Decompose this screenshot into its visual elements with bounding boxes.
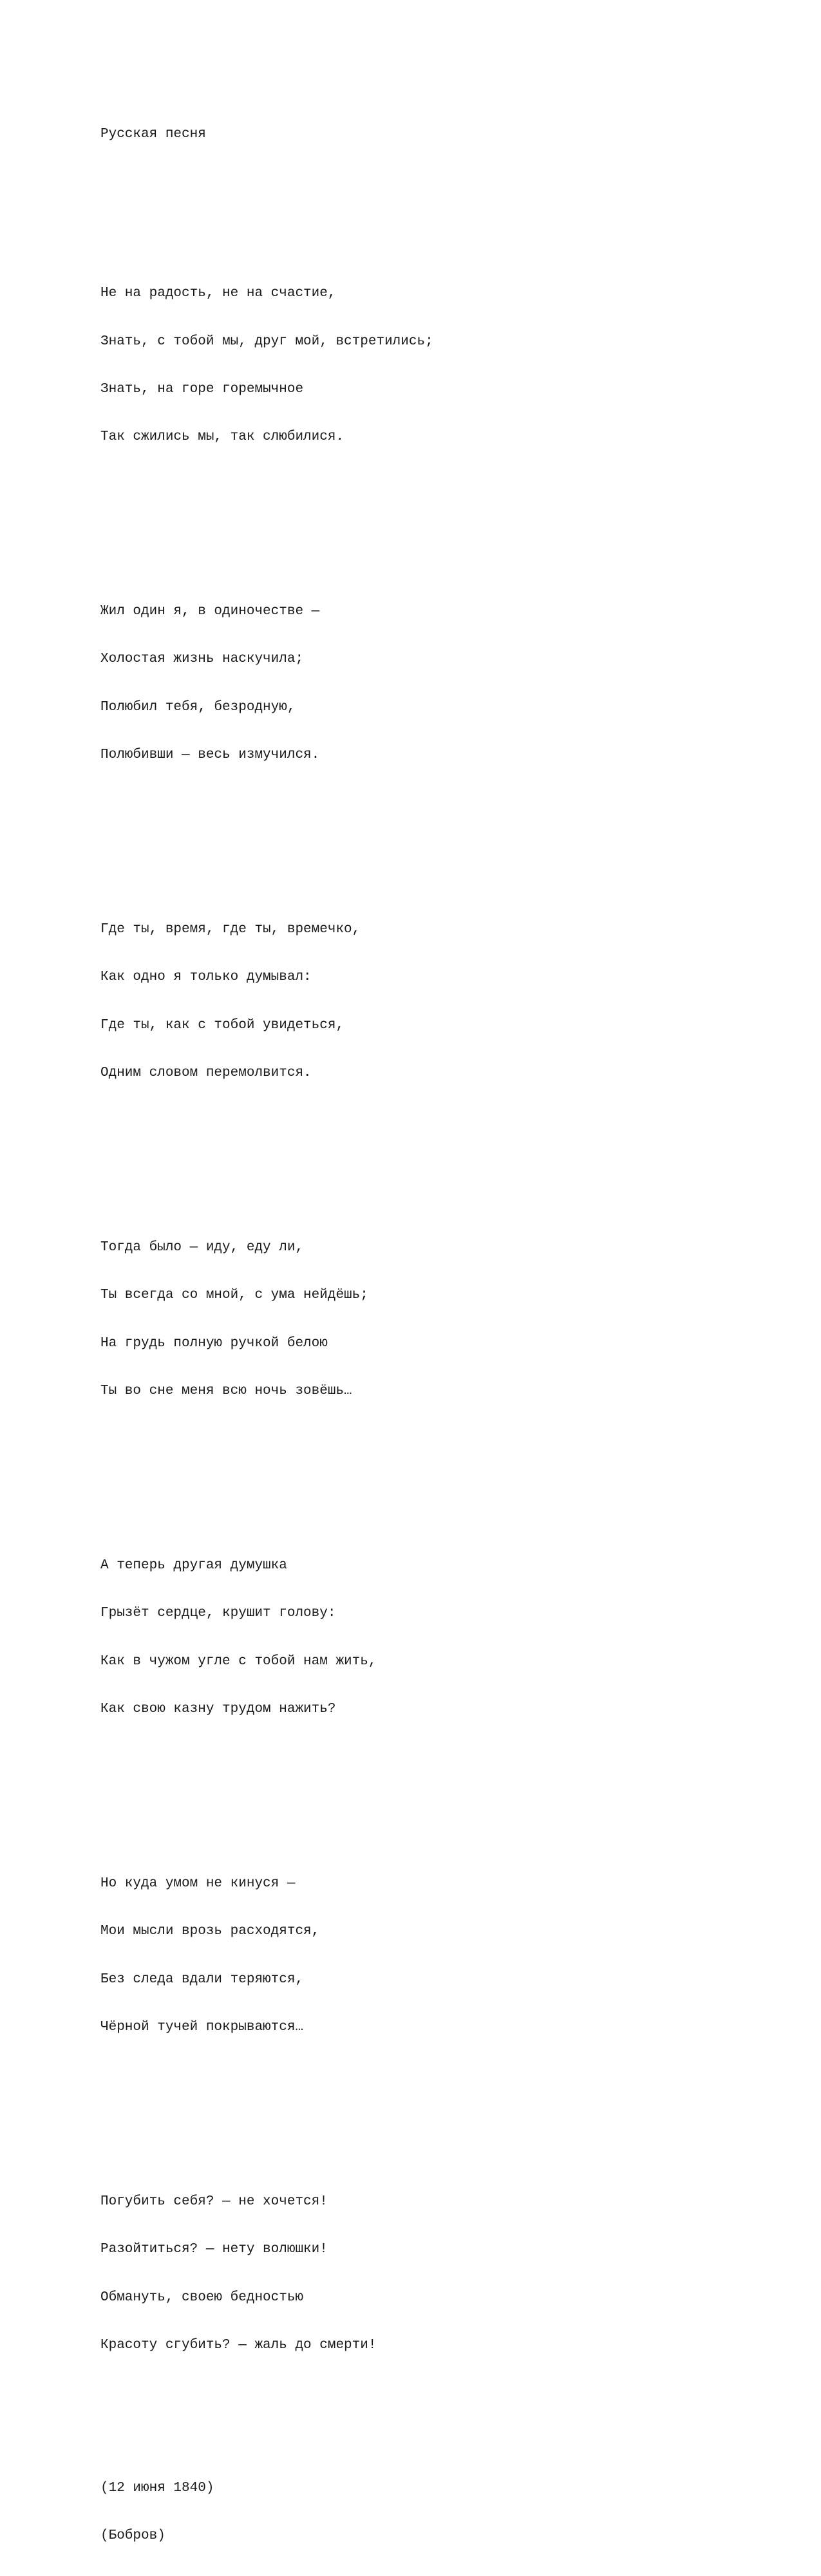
verse-line: Знать, на горе горемычное — [100, 381, 304, 397]
title-spacer — [100, 175, 680, 207]
verse-line: Так сжились мы, так слюбилися. — [100, 429, 344, 444]
verse-line: Ты всегда со мной, с ума нейдёшь; — [100, 1288, 368, 1303]
verse-line: Погубить себя? — не хочется! — [100, 2194, 328, 2210]
stanza-3 — [100, 890, 680, 1113]
verse-line: Как одно я только думывал: — [100, 970, 312, 985]
verse-line: Обмануть, своею бедностью — [100, 2289, 304, 2305]
verse-line: Полюбил тебя, безродную, — [100, 699, 296, 715]
verse-line: Где ты, время, где ты, времечко, — [100, 922, 361, 937]
stanza-spacer — [100, 1145, 680, 1161]
stanza-7 — [100, 2163, 680, 2385]
stanza-spacer — [100, 1463, 680, 1479]
poem-date: (12 июня 1840) — [100, 2480, 214, 2496]
verse-line: Но куда умом не кинуся — — [100, 1876, 296, 1892]
verse-line: Как в чужом угле с тобой нам жить, — [100, 1653, 377, 1669]
verse-line: Разойтиться? — нету волюшки! — [100, 2242, 328, 2257]
stanza-spacer — [100, 2099, 680, 2115]
stanza-spacer — [100, 827, 680, 843]
poem-title: Русская песня — [100, 127, 206, 142]
verse-line: Одним словом перемолвится. — [100, 1065, 312, 1080]
verse-line: Как свою казну трудом нажить? — [100, 1701, 336, 1716]
verse-line: Полюбивши — весь измучился. — [100, 747, 320, 762]
stanza-spacer — [100, 509, 680, 525]
stanza-spacer — [100, 2417, 680, 2433]
stanza-5 — [100, 1527, 680, 1749]
verse-line: Грызёт сердце, крушит голову: — [100, 1606, 336, 1621]
stanza-4 — [100, 1208, 680, 1431]
verse-line: Знать, с тобой мы, друг мой, встретились; — [100, 334, 433, 349]
stanza-2 — [100, 572, 680, 795]
verse-line: Тогда было — иду, еду ли, — [100, 1240, 304, 1255]
verse-line: На грудь полную ручкой белою — [100, 1335, 328, 1351]
verse-line: Без следа вдали теряются, — [100, 1971, 304, 1987]
poem-source: (Бобров) — [100, 2528, 165, 2543]
stanza-spacer — [100, 1781, 680, 1797]
stanza-1 — [100, 254, 680, 477]
verse-line: Ты во сне меня всю ночь зовёшь… — [100, 1383, 352, 1398]
verse-line: Жил один я, в одиночестве — — [100, 604, 320, 619]
verse-line: Красоту сгубить? — жаль до смерти! — [100, 2337, 377, 2353]
verse-line: Холостая жизнь наскучила; — [100, 652, 304, 667]
verse-line: Мои мысли врозь расходятся, — [100, 1924, 320, 1939]
verse-line: Чёрной тучей покрываются… — [100, 2019, 304, 2035]
poem-text — [100, 95, 680, 2576]
verse-line: Не на радость, не на счастие, — [100, 286, 336, 301]
verse-line: Где ты, как с тобой увидеться, — [100, 1017, 344, 1033]
stanza-6 — [100, 1845, 680, 2067]
verse-line: А теперь другая думушка — [100, 1558, 287, 1574]
